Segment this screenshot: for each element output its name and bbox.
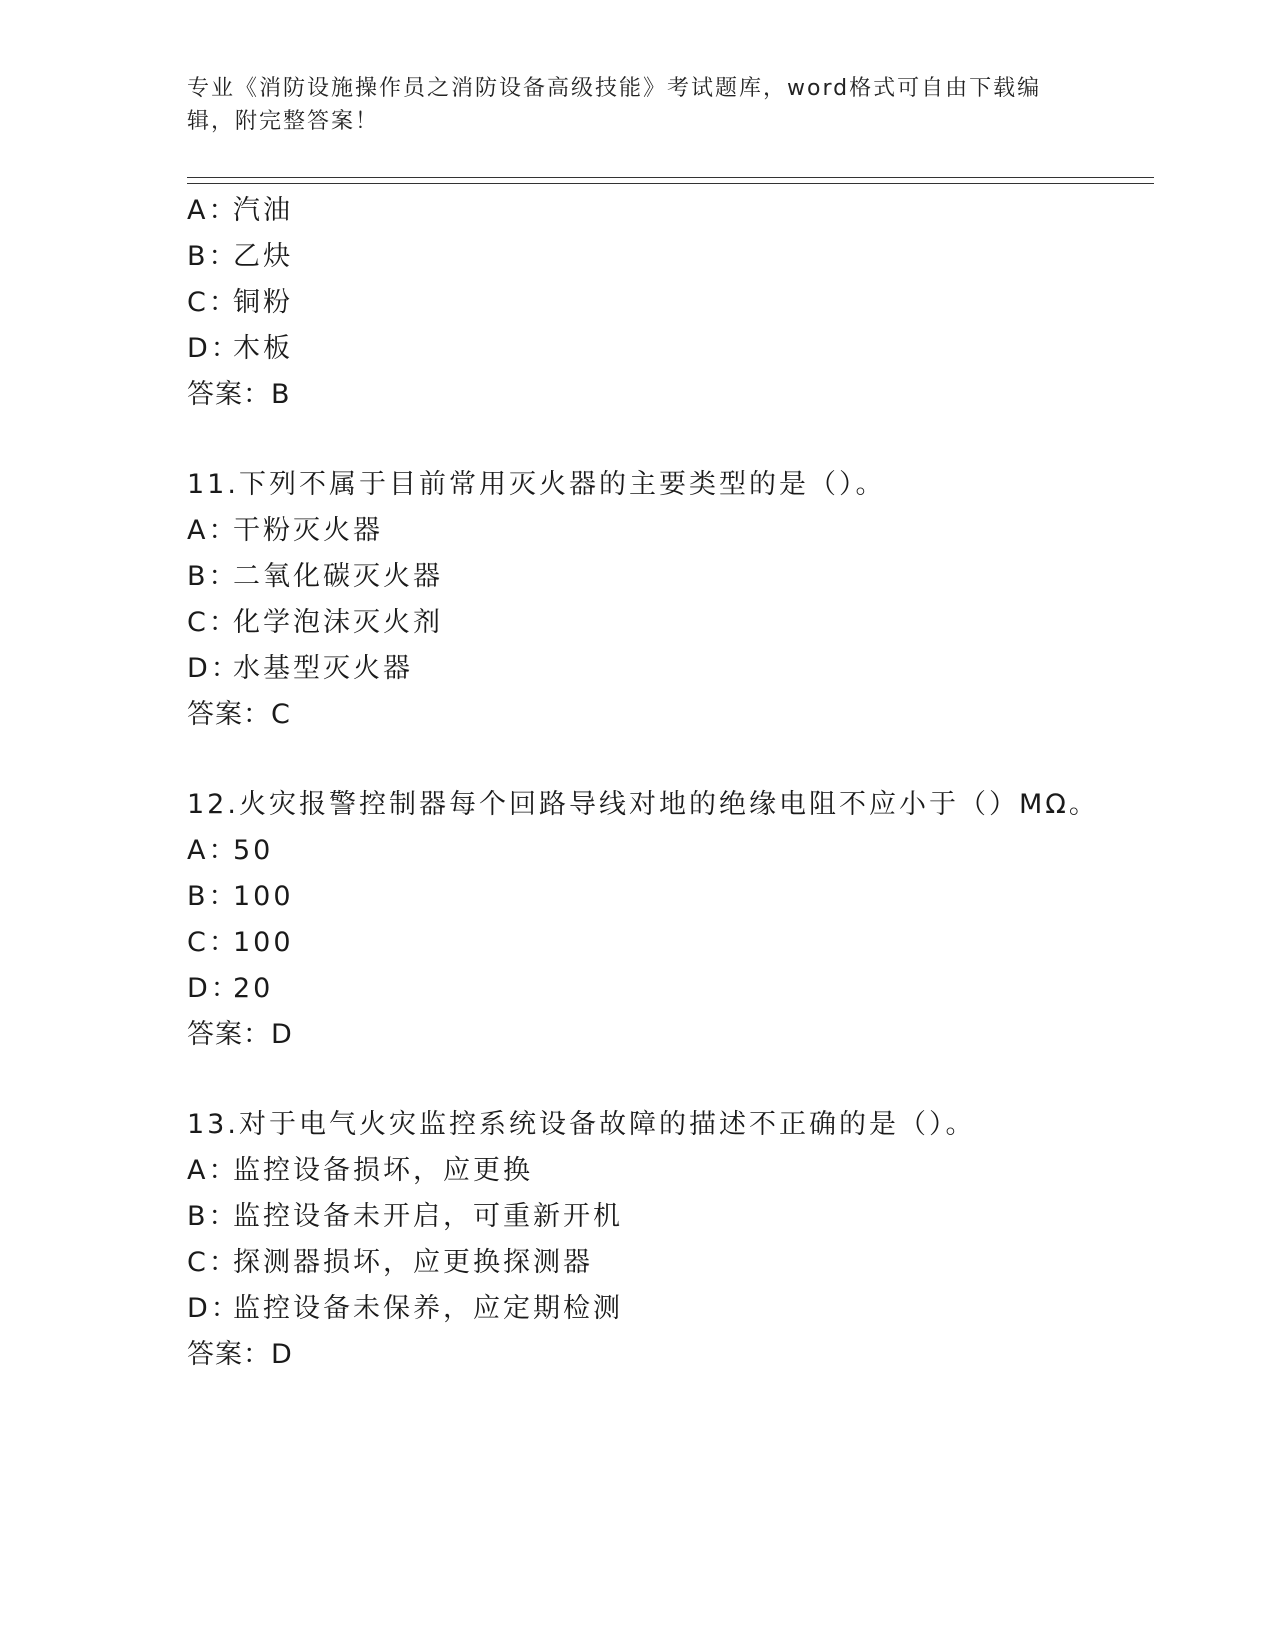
question-11 (187, 462, 1147, 738)
option-text: 铜粉 (233, 287, 293, 318)
option-d (187, 646, 1147, 692)
option-c (187, 280, 1147, 326)
option-key: A： (187, 835, 239, 866)
option-text: 汽油 (233, 195, 293, 226)
option-text: 100 (233, 927, 294, 958)
option-c (187, 920, 1147, 966)
option-b (187, 1194, 1147, 1240)
option-key: B： (187, 881, 239, 912)
option-key: A： (187, 515, 239, 546)
question-stem: 13.对于电气火灾监控系统设备故障的描述不正确的是（）。 (187, 1109, 976, 1140)
question-12 (187, 782, 1147, 1058)
answer-line: 答案：B (187, 379, 291, 410)
option-text: 干粉灭火器 (233, 515, 383, 546)
option-text: 木板 (233, 333, 293, 364)
option-key: B： (187, 1201, 239, 1232)
option-key: C： (187, 1247, 239, 1278)
option-text: 20 (233, 973, 274, 1004)
option-b (187, 554, 1147, 600)
option-text: 探测器损坏，应更换探测器 (233, 1247, 593, 1278)
option-key: C： (187, 287, 239, 318)
option-b (187, 874, 1147, 920)
option-key: C： (187, 927, 239, 958)
option-text: 水基型灭火器 (233, 653, 413, 684)
option-key: B： (187, 561, 239, 592)
option-text: 50 (233, 835, 274, 866)
answer-line: 答案：D (187, 1339, 293, 1370)
option-key: D： (187, 973, 241, 1004)
option-key: B： (187, 241, 239, 272)
option-key: D： (187, 1293, 241, 1324)
question-stem: 12.火灾报警控制器每个回路导线对地的绝缘电阻不应小于（）MΩ。 (187, 789, 1099, 820)
option-text: 监控设备损坏，应更换 (233, 1155, 533, 1186)
option-a (187, 508, 1147, 554)
option-text: 监控设备未开启，可重新开机 (233, 1201, 623, 1232)
document-header: 专业《消防设施操作员之消防设备高级技能》考试题库，word格式可自由下载编辑，附完整答案！ (187, 76, 1042, 134)
question-stem: 11.下列不属于目前常用灭火器的主要类型的是（）。 (187, 469, 886, 500)
answer-line: 答案：D (187, 1019, 293, 1050)
option-a (187, 1148, 1147, 1194)
option-a (187, 828, 1147, 874)
option-text: 二氧化碳灭火器 (233, 561, 443, 592)
header-divider (187, 177, 1154, 184)
option-b (187, 234, 1147, 280)
answer-line: 答案：C (187, 699, 291, 730)
option-key: D： (187, 653, 241, 684)
question-13 (187, 1102, 1147, 1378)
option-key: C： (187, 607, 239, 638)
option-d (187, 966, 1147, 1012)
option-text: 乙炔 (233, 241, 293, 272)
question-list (187, 188, 1147, 1378)
option-key: D： (187, 333, 241, 364)
option-d (187, 1286, 1147, 1332)
option-key: A： (187, 195, 239, 226)
question-partial (187, 188, 1147, 418)
option-a (187, 188, 1147, 234)
option-key: A： (187, 1155, 239, 1186)
option-d (187, 326, 1147, 372)
option-c (187, 1240, 1147, 1286)
option-text: 化学泡沫灭火剂 (233, 607, 443, 638)
option-c (187, 600, 1147, 646)
option-text: 100 (233, 881, 294, 912)
option-text: 监控设备未保养，应定期检测 (233, 1293, 623, 1324)
